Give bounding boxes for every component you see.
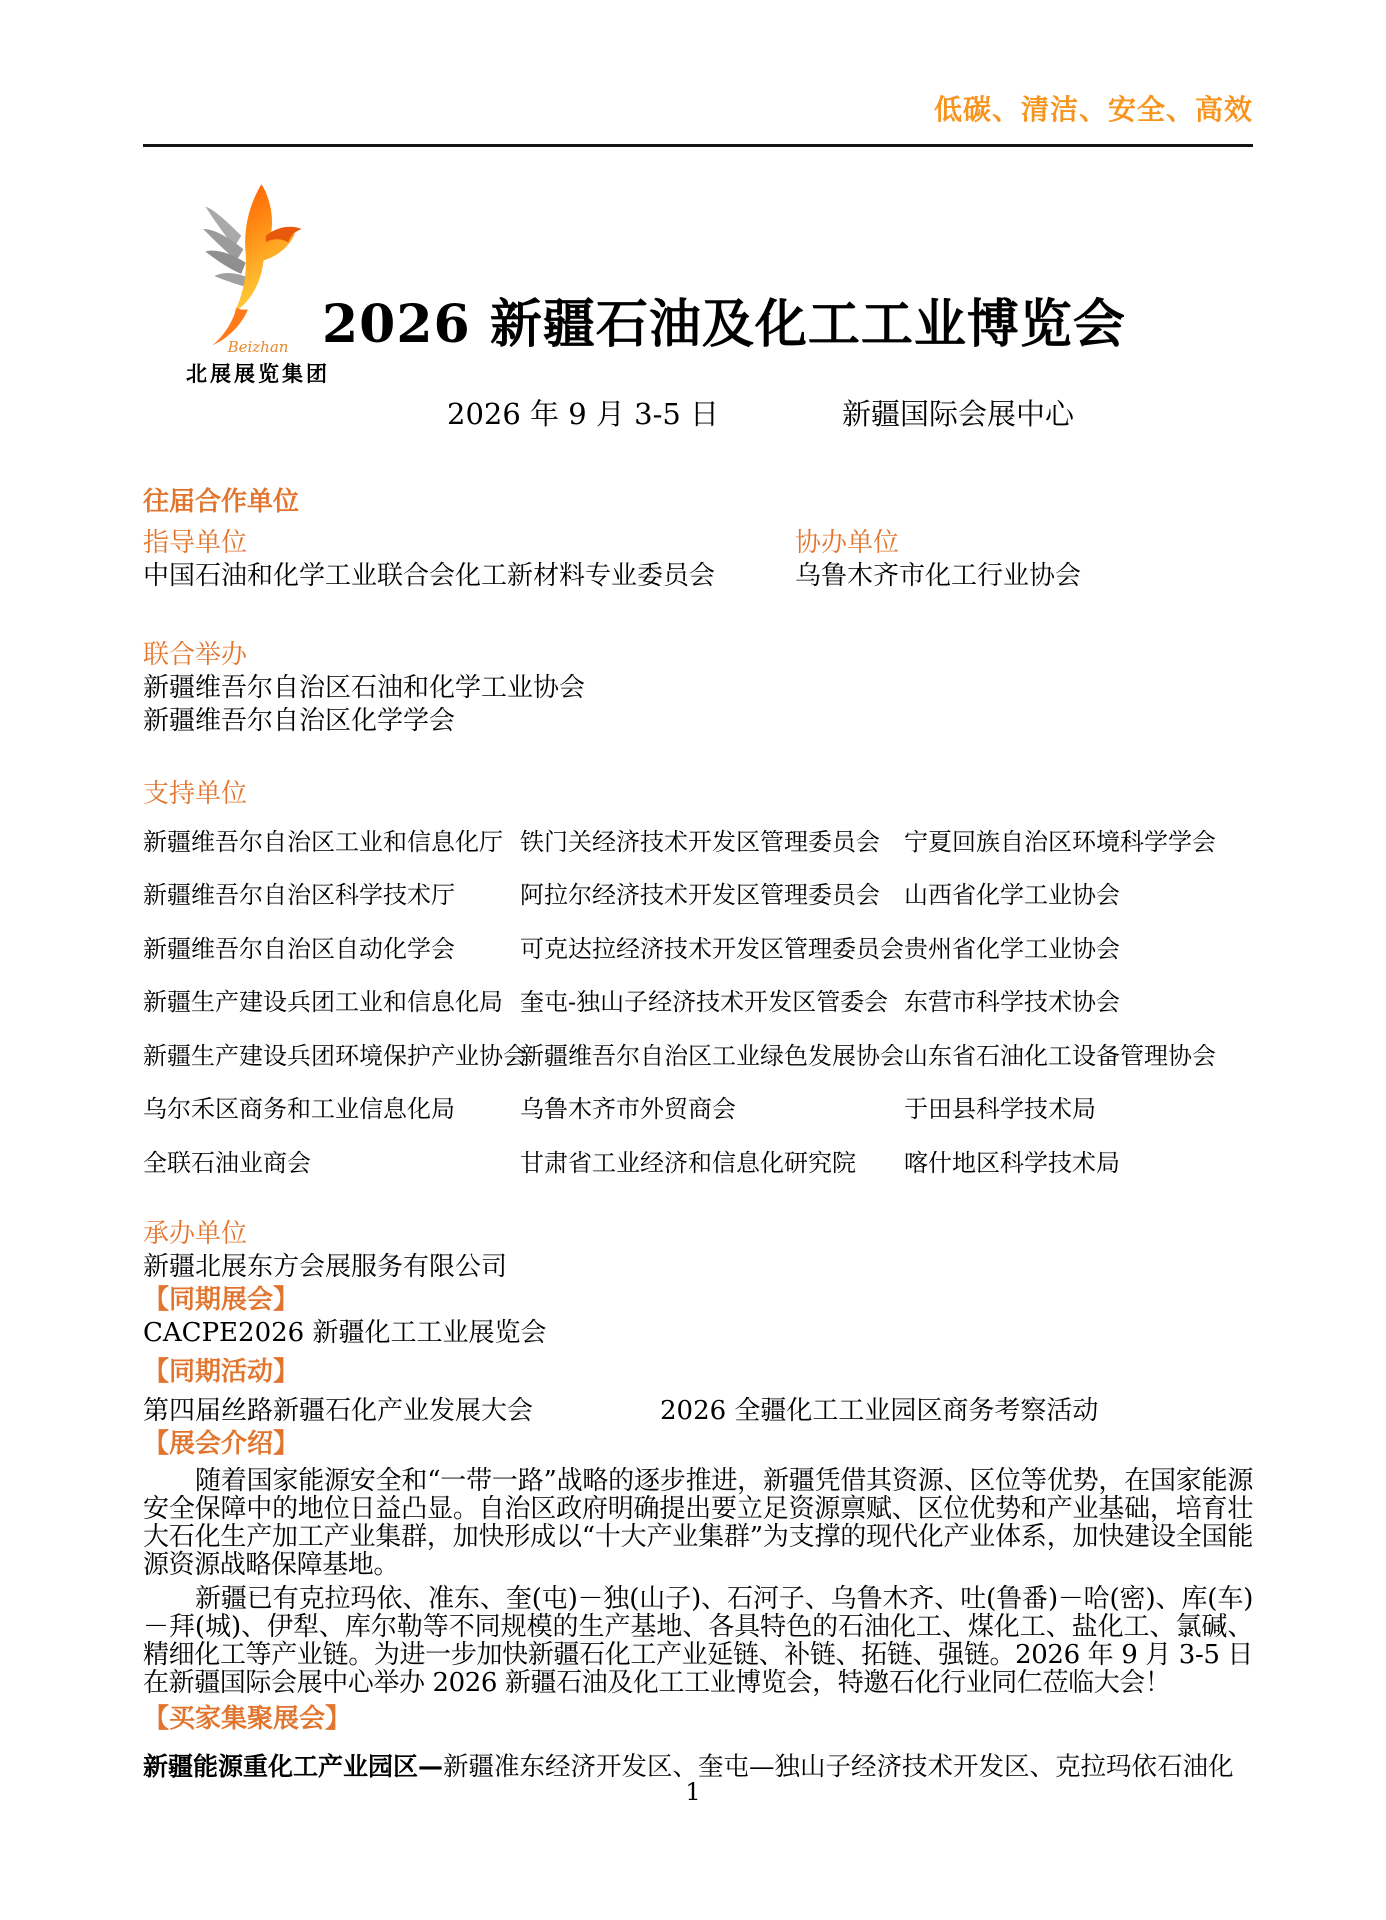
supporter-org: 全联石油业商会 xyxy=(143,1148,311,1177)
supporter-org: 新疆维吾尔自治区自动化学会 xyxy=(143,934,455,963)
co-organizer-org: 乌鲁木齐市化工行业协会 xyxy=(795,561,1082,591)
expo-venue: 新疆国际会展中心 xyxy=(842,397,1075,431)
supporter-org: 阿拉尔经济技术开发区管理委员会 xyxy=(520,881,880,910)
supporter-org: 山东省石油化工设备管理协会 xyxy=(904,1041,1216,1070)
supporter-org: 于田县科学技术局 xyxy=(904,1095,1096,1124)
supporter-org: 甘肃省工业经济和信息化研究院 xyxy=(520,1148,856,1177)
buyers-lead-bold: 新疆能源重化工产业园区— xyxy=(143,1751,444,1781)
supporter-org: 乌鲁木齐市外贸商会 xyxy=(520,1095,736,1124)
supporter-org: 可克达拉经济技术开发区管理委员会 xyxy=(520,934,904,963)
company-logo xyxy=(168,182,348,388)
guidance-org: 中国石油和化学工业联合会化工新材料专业委员会 xyxy=(143,561,716,591)
organizer-org: 新疆北展东方会展服务有限公司 xyxy=(143,1251,508,1282)
organizer-heading: 承办单位 xyxy=(143,1218,248,1249)
phoenix-icon xyxy=(184,182,332,350)
header-slogan: 低碳、清洁、安全、高效 xyxy=(933,93,1253,126)
supporter-org: 奎屯-独山子经济技术开发区管委会 xyxy=(520,988,889,1017)
supporter-org: 宁夏回族自治区环境科学学会 xyxy=(904,827,1216,856)
buyers-lead-rest: 新疆准东经济开发区、奎屯—独山子经济技术开发区、克拉玛依石油化 xyxy=(443,1751,1234,1782)
supporter-org: 新疆生产建设兵团环境保护产业协会 xyxy=(143,1041,527,1070)
supporter-org: 山西省化学工业协会 xyxy=(904,881,1120,910)
expo-date: 2026 年 9 月 3-5 日 xyxy=(447,397,720,431)
supporter-org: 新疆生产建设兵团工业和信息化局 xyxy=(143,988,503,1017)
concurrent-events-row xyxy=(143,1395,1253,1428)
supporter-org: 乌尔禾区商务和工业信息化局 xyxy=(143,1095,455,1124)
supporter-org: 新疆维吾尔自治区工业绿色发展协会 xyxy=(520,1041,904,1070)
concurrent-expo-item: CACPE2026 新疆化工工业展览会 xyxy=(143,1317,547,1348)
concurrent-event-item: 第四届丝路新疆石化产业发展大会 xyxy=(143,1395,534,1426)
intro-paragraph: 新疆已有克拉玛依、准东、奎(屯)－独(山子)、石河子、乌鲁木齐、吐(鲁番)－哈(密)、库(车)－拜(城)、伊犁、库尔勒等不同规模的生产基地、各具特色的石油化工、煤化工、盐化工、氯碱、精细化工等产业链。为进一步加快新疆石化工产业延链、补链、拓链、强链。2026 年 9 月 3-5 日在新疆国际会展中心举办 2026 新疆石油及化工工业博览会，特邀石化行业同仁莅临大会！ xyxy=(143,1583,1253,1698)
guidance-heading: 指导单位 xyxy=(143,528,248,558)
buyers-heading: 【买家集聚展会】 xyxy=(143,1703,352,1734)
logo-script-text: Beizhan xyxy=(227,338,289,356)
supporters-heading: 支持单位 xyxy=(143,779,248,809)
supporters-grid xyxy=(143,815,1253,1190)
intro-heading: 【展会介绍】 xyxy=(143,1428,300,1459)
guidance-coorganizer-headings xyxy=(143,527,1253,560)
joint-host-org: 新疆维吾尔自治区化学学会 xyxy=(143,706,456,736)
concurrent-event-item: 2026 全疆化工工业园区商务考察活动 xyxy=(660,1395,1099,1426)
intro-paragraph: 随着国家能源安全和“一带一路”战略的逐步推进，新疆凭借其资源、区位等优势，在国家能源安全保障中的地位日益凸显。自治区政府明确提出要立足资源禀赋、区位优势和产业基础，培育壮大石化生产加工产业集群，加快形成以“十大产业集群”为支撑的现代化产业体系，加快建设全国能源资源战略保障基地。 xyxy=(143,1465,1253,1580)
supporter-org: 东营市科学技术协会 xyxy=(904,988,1120,1017)
supporter-org: 贵州省化学工业协会 xyxy=(904,934,1120,963)
concurrent-expo-heading: 【同期展会】 xyxy=(143,1284,300,1315)
expo-title: 2026 新疆石油及化工工业博览会 xyxy=(322,294,1126,355)
concurrent-events-heading: 【同期活动】 xyxy=(143,1356,300,1387)
logo-company-text: 北展展览集团 xyxy=(186,361,330,386)
past-partners-heading: 往届合作单位 xyxy=(143,487,300,517)
supporter-org: 新疆维吾尔自治区科学技术厅 xyxy=(143,881,455,910)
date-venue-line xyxy=(0,392,1386,431)
document-body xyxy=(143,486,1253,1784)
supporter-org: 喀什地区科学技术局 xyxy=(904,1148,1120,1177)
co-organizer-heading: 协办单位 xyxy=(795,528,900,558)
supporter-org: 铁门关经济技术开发区管理委员会 xyxy=(520,827,880,856)
joint-host-org: 新疆维吾尔自治区石油和化学工业协会 xyxy=(143,673,586,703)
guidance-coorganizer-orgs xyxy=(143,560,1253,593)
page-number: 1 xyxy=(685,1778,701,1806)
header-divider xyxy=(143,144,1253,147)
joint-hosts-heading: 联合举办 xyxy=(143,640,248,670)
supporter-org: 新疆维吾尔自治区工业和信息化厅 xyxy=(143,827,503,856)
